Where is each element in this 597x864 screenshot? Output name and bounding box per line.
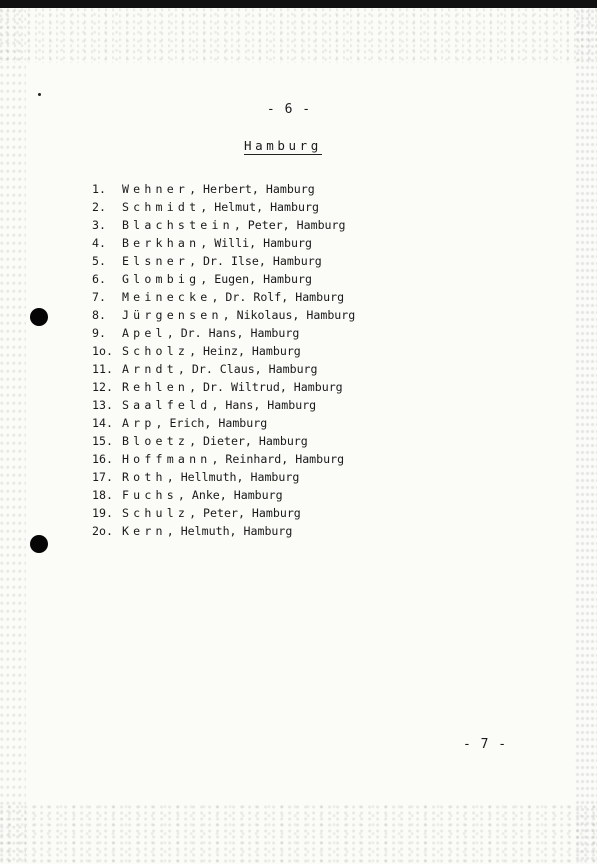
entry-number: 14. (92, 416, 113, 430)
entry-details: , Eugen, Hamburg (200, 272, 312, 286)
list-item (92, 198, 355, 216)
list-item (92, 324, 355, 342)
entry-number: 2. (92, 200, 106, 214)
punch-hole-lower (30, 535, 48, 553)
entry-details: , Nikolaus, Hamburg (222, 308, 356, 322)
section-heading: Hamburg (244, 138, 322, 153)
entry-surname: Elsner (122, 254, 190, 268)
entry-surname: Rehlen (122, 380, 190, 394)
entry-surname: Glombig (122, 272, 201, 286)
entry-details: , Hellmuth, Hamburg (166, 470, 300, 484)
entry-details: , Herbert, Hamburg (189, 182, 315, 196)
entry-details: , Dr. Ilse, Hamburg (189, 254, 322, 268)
entry-surname: Berkhan (122, 236, 201, 250)
list-item (92, 504, 355, 522)
list-item (92, 252, 355, 270)
list-item (92, 216, 355, 234)
list-item (92, 234, 355, 252)
entry-number: 3. (92, 218, 106, 232)
list-item (92, 414, 355, 432)
entry-surname: Arp (122, 416, 156, 430)
scan-noise-top (0, 8, 597, 63)
entry-surname: Blachstein (122, 218, 234, 232)
entry-details: , Peter, Hamburg (233, 218, 346, 232)
entry-surname: Bloetz (122, 434, 190, 448)
entry-number: 9. (92, 326, 106, 340)
list-item (92, 396, 355, 414)
list-item (92, 342, 355, 360)
entry-details: , Helmuth, Hamburg (166, 524, 293, 538)
entry-details: , Heinz, Hamburg (189, 344, 301, 358)
list-item (92, 270, 355, 288)
entry-number: 15. (92, 434, 113, 448)
entry-number: 7. (92, 290, 106, 304)
entry-number: 18. (92, 488, 113, 502)
page-number-bottom: - 7 - (463, 737, 508, 752)
scan-noise-right (575, 8, 597, 864)
list-item (92, 468, 355, 486)
entry-details: , Reinhard, Hamburg (211, 452, 345, 466)
entry-surname: Schmidt (122, 200, 201, 214)
list-item (92, 522, 355, 540)
entry-number: 1o. (92, 344, 113, 358)
entry-details: , Anke, Hamburg (177, 488, 283, 502)
entry-details: , Dr. Hans, Hamburg (166, 326, 300, 340)
entry-details: , Hans, Hamburg (211, 398, 317, 412)
list-item (92, 432, 355, 450)
list-item (92, 360, 355, 378)
list-item (92, 486, 355, 504)
entry-surname: Wehner (122, 182, 190, 196)
entry-details: , Dieter, Hamburg (189, 434, 308, 448)
scan-noise-left (0, 8, 26, 864)
entry-details: , Peter, Hamburg (189, 506, 301, 520)
entry-surname: Kern (122, 524, 167, 538)
entry-surname: Apel (122, 326, 167, 340)
entry-surname: Roth (122, 470, 167, 484)
entry-details: , Erich, Hamburg (155, 416, 268, 430)
entry-number: 4. (92, 236, 106, 250)
entry-number: 2o. (92, 524, 113, 538)
entry-number: 8. (92, 308, 106, 322)
entry-number: 19. (92, 506, 113, 520)
entry-details: , Helmut, Hamburg (200, 200, 319, 214)
entry-surname: Arndt (122, 362, 178, 376)
entry-number: 13. (92, 398, 113, 412)
entry-surname: Meinecke (122, 290, 212, 304)
entry-number: 16. (92, 452, 113, 466)
scan-noise-bottom (0, 804, 597, 864)
name-list (92, 180, 355, 540)
entry-number: 11. (92, 362, 113, 376)
list-item (92, 306, 355, 324)
page-number-top: - 6 - (266, 102, 312, 117)
entry-number: 6. (92, 272, 106, 286)
list-item (92, 378, 355, 396)
entry-surname: Fuchs (122, 488, 178, 502)
entry-details: , Dr. Claus, Hamburg (177, 362, 318, 376)
entry-surname: Scholz (122, 344, 190, 358)
entry-number: 5. (92, 254, 106, 268)
entry-number: 12. (92, 380, 113, 394)
scan-speck (38, 93, 41, 96)
entry-details: , Willi, Hamburg (200, 236, 312, 250)
entry-number: 1. (92, 182, 106, 196)
entry-surname: Saalfeld (122, 398, 212, 412)
entry-details: , Dr. Wiltrud, Hamburg (189, 380, 343, 394)
list-item (92, 288, 355, 306)
punch-hole-upper (30, 308, 48, 326)
list-item (92, 180, 355, 198)
entry-details: , Dr. Rolf, Hamburg (211, 290, 345, 304)
entry-surname: Schulz (122, 506, 190, 520)
entry-surname: Jürgensen (122, 308, 223, 322)
scan-top-edge (0, 0, 597, 8)
entry-surname: Hoffmann (122, 452, 212, 466)
list-item (92, 450, 355, 468)
entry-number: 17. (92, 470, 113, 484)
